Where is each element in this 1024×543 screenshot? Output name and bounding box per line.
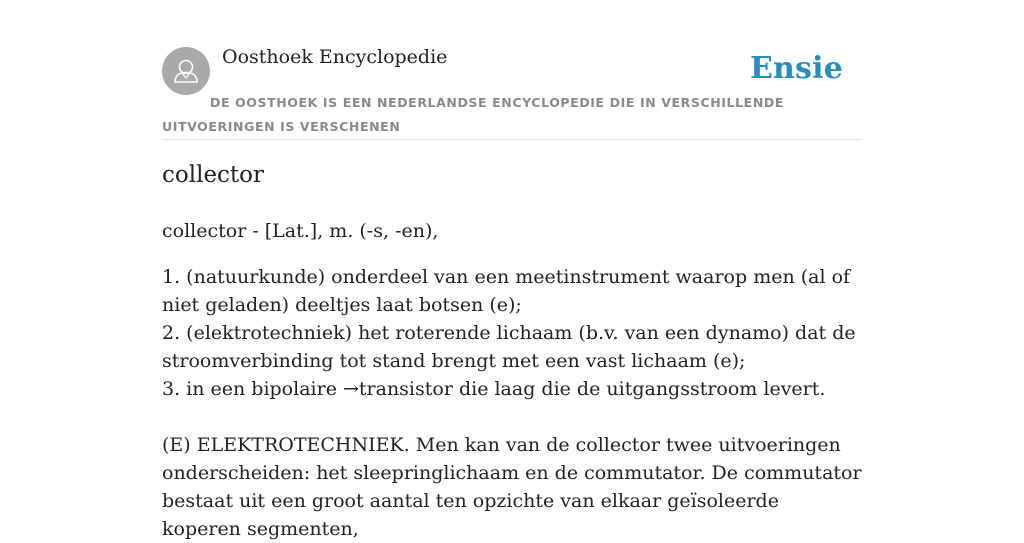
source-header — [162, 0, 862, 140]
term-title: collector — [162, 162, 265, 188]
lemma-line: collector - [Lat.], m. (-s, -en), — [162, 220, 439, 242]
definition-text — [162, 263, 862, 543]
elektrotechniek-paragraph: (E) ELEKTROTECHNIEK. Men kan van de collector twee uitvoeringen onderscheiden: het sleepringlichaam en de commutator. De commutator bestaat uit een groot aantal ten opzichte van elkaar geïsoleerde koperen segmenten, — [162, 434, 862, 540]
entry-page — [162, 0, 862, 540]
source-title[interactable]: Oosthoek Encyclopedie — [222, 46, 448, 68]
sense-2: 2. (elektrotechniek) het roterende lichaam (b.v. van een dynamo) dat de stroomverbinding tot stand brengt met een vast lichaam (e); — [162, 322, 856, 372]
sense-1: 1. (natuurkunde) onderdeel van een meetinstrument waarop men (al of niet geladen) deeltjes laat botsen (e); — [162, 266, 851, 316]
user-icon[interactable] — [162, 47, 210, 95]
sense-3: 3. in een bipolaire →transistor die laag die de uitgangsstroom levert. — [162, 378, 826, 400]
paragraph-spacer — [162, 403, 862, 431]
source-description: DE OOSTHOEK IS EEN NEDERLANDSE ENCYCLOPEDIE DIE IN VERSCHILLENDE UITVOERINGEN IS VERSCHENEN — [162, 95, 784, 134]
ensie-logo[interactable]: Ensie — [749, 51, 843, 86]
